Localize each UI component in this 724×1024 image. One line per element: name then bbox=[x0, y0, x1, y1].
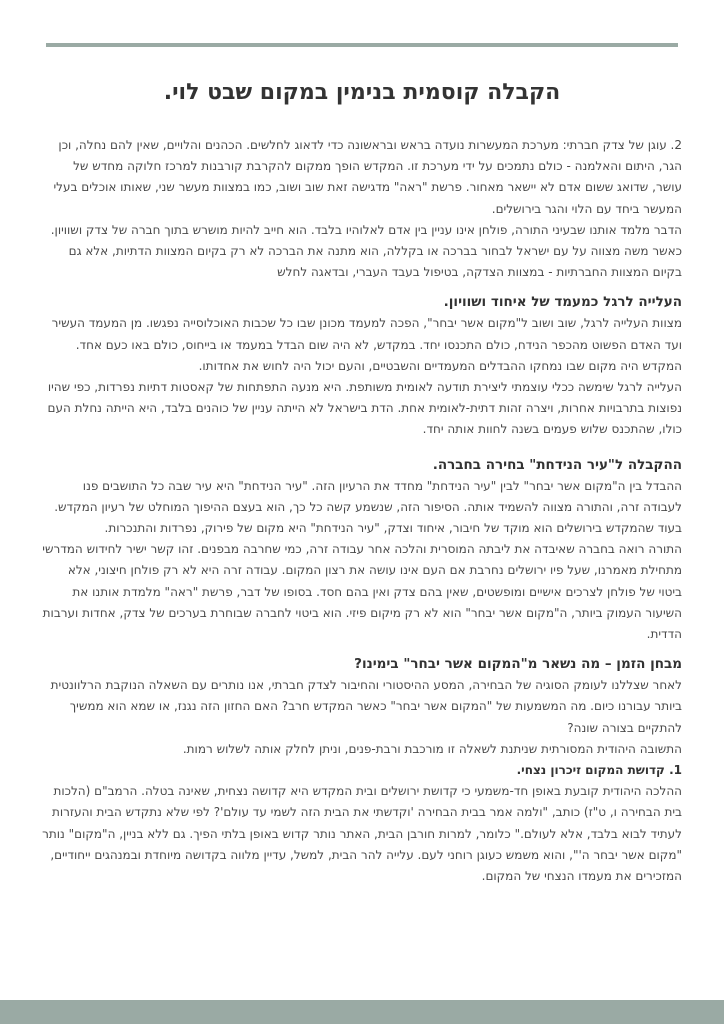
city-heading: ההקבלה ל"עיר הנידחת" בחירה בחברה. bbox=[432, 456, 682, 473]
intro-paragraph-1: 2. עוגן של צדק חברתי: מערכת המעשרות נועדה בראש ובראשונה כדי לדאוג לחלשים. הכהנים והלויים, שאין להם נחלה, וכן הגר, היתום והאלמנה - כולם נתמכים על ידי מערכת זו. המקדש הופך ממקום להקרבת קורבנות למרכז חלוקה מחדש של עושר, שדואג ששום אדם לא יישאר מאחור. פרשת "ראה" מדגישה זאת שוב ושוב, כמו במצוות מעשר שני, שאותו אוכלים בעלי המעשר ביחד עם הלוי והגר בירושלים. bbox=[53, 138, 682, 216]
intro-paragraph-2: הדבר מלמד אותנו שבעיני התורה, פולחן אינו עניין בין אדם לאלוהיו בלבד. הוא חייב להיות מושרש בתוך חברה של צדק ושוויון. כאשר משה מצווה על עם ישראל לבחור בברכה או בקללה, הוא מתנה את הברכה לא רק בקיום המצוות הדתיות, אלא גם בקיום המצוות החברתיות - במצוות הצדקה, בטיפול בעבד העברי, ובדאגה לחלש bbox=[50, 222, 682, 280]
pilgrimage-heading: העלייה לרגל כמעמד של איחוד ושוויון. bbox=[443, 294, 682, 311]
city-paragraph-1: ההבדל בין ה"מקום אשר יבחר" לבין "עיר הנידחת" מחדד את הרעיון הזה. "עיר הנידחת" היא עיר שבה כל התושבים פנו לעבודה זרה, והתורה מצווה להשמיד אותה. הסיפור הזה, שנשמע קשה כל כך, הוא בעצם ההיפוך המוחלט של רעיון המקדש. בעוד שהמקדש בירושלים הוא מוקד של חיבור, איחוד וצדק, "עיר הנידחת" היא מקום של פירוק, נפרדות והתנכרות. bbox=[54, 478, 682, 536]
time-paragraph-3: ההלכה היהודית קובעת באופן חד-משמעי כי קדושת ירושלים ובית המקדש היא קדושה נצחית, שאינה בטלה. הרמב"ם (הלכות בית הבחירה ו, ט"ז) כותב, "ולמה אמר בבית הבחירה 'וקדשתי את הבית הזה לשמי עד עולם'? לפי שלא נתקדש הבית והעזרות לעתיד לבוא בלבד, אלא לעולם." כלומר, למרות חורבן הבית, האתר נותר קדוש באופן בלתי הפיך. גם ללא בניין, ה"מקום" נותר "מקום אשר יבחר ה'", והוא משמש כעוגן רוחני לעם. עלייה להר הבית, למשל, עדיין מלווה בקדושה מיוחדת ובמנהגים ייחודיים, המזכירים את מעמדו הנצחי של המקום. bbox=[42, 784, 682, 884]
time-heading: מבחן הזמן – מה נשאר מ"המקום אשר יבחר" בימינו? bbox=[354, 656, 682, 673]
time-subheading-1: 1. קדושת המקום זיכרון נצחי. bbox=[516, 763, 682, 778]
article-body bbox=[42, 135, 682, 887]
time-paragraph-2: התשובה היהודית המסורתית שניתנת לשאלה זו מורכבת ורבת-פנים, וניתן לחלק אותה לשלוש רמות. bbox=[182, 741, 682, 756]
time-paragraph-1: לאחר שצללנו לעומק הסוגיה של הבחירה, המסע ההיסטורי והחיבור לצדק חברתי, אנו נותרים עם השאלה הנוקבת הרלוונטית ביותר עבורנו כיום. מה המשמעות של "המקום אשר יבחר" כאשר המקדש חרב? האם החזון הזה נגנז, או שמא הוא ממשיך להתקיים בצורה שונה? bbox=[50, 678, 682, 735]
top-divider bbox=[46, 43, 678, 47]
pilgrimage-paragraph-2: העלייה לרגל שימשה ככלי עוצמתי ליצירת תודעה לאומית משותפת. היא מנעה התפתחות של קאסטות דתיות נפרדות, כפי שהיו נפוצות בתרבויות אחרות, ויצרה זהות דתית-לאומית אחת. הדת בישראל לא הייתה עניין של כוהנים בלבד, היא הייתה נחלת העם כולו, שהתכנס שלוש פעמים בשנה לחוות אותה יחד. bbox=[47, 380, 682, 437]
page-title: הקבלה קוסמית בנימין במקום שבט לוי. bbox=[163, 80, 561, 105]
bottom-bar bbox=[0, 1000, 724, 1024]
city-paragraph-2: התורה רואה בחברה שאיבדה את ליבתה המוסרית והלכה אחר עבודה זרה, כמי שחרבה מבפנים. זהו קשר ישיר לחידוש המדרשי מתחילת מאמרנו, שעל פיו ירושלים נחרבת אם העם אינו עושה את רצון המקום. עבודה זרה היא לא רק פולחן חיצוני, אלא ביטוי של פולחן לצרכים אישיים ומופשטים, שאין בהם צדק ואין בהם חסד. בסופו של דבר, פרשת "ראה" מלמדת אותנו את השיעור העמוק ביותר, ה"מקום אשר יבחר" הוא לא רק מיקום פיזי. הוא ביטוי לחברה שבוחרת בערכים של צדק, אחדות וערבות הדדית. bbox=[42, 542, 682, 642]
pilgrimage-paragraph-1: מצוות העלייה לרגל, שוב ושוב ל"מקום אשר יבחר", הפכה למעמד מכונן שבו כל שכבות האוכלוסייה נפגשו. מן המעמד העשיר ועד האדם הפשוט מהכפר הנידח, כולם התכנסו יחד. במקדש, לא היה שום הבדל במעמד או בייחוס, כולם באו כעם אחד. המקדש היה מקום שבו נמחקו ההבדלים המעמדיים והשבטיים, והעם יכול היה לחוש את אחדותו. bbox=[51, 316, 682, 373]
